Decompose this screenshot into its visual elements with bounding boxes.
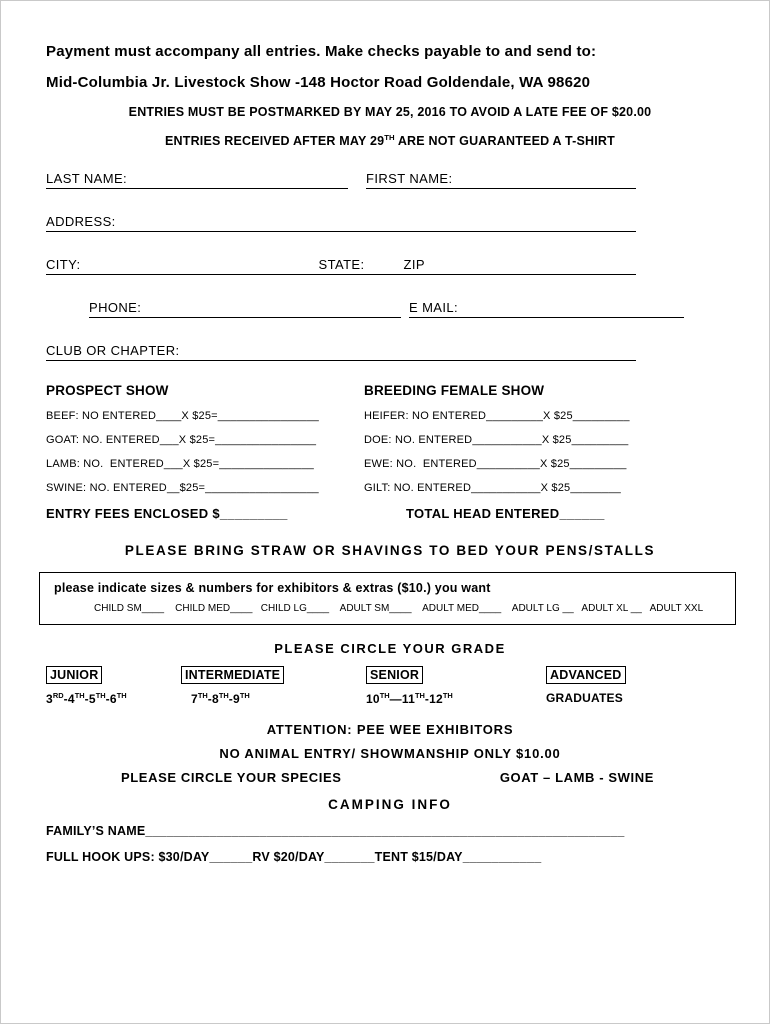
tshirt-deadline-notice: ENTRIES RECEIVED AFTER MAY 29TH ARE NOT GUARANTEED A T-SHIRT xyxy=(164,133,615,149)
grade-section-title: PLEASE CIRCLE YOUR GRADE xyxy=(274,641,506,657)
email-field xyxy=(409,300,684,318)
last-name-field xyxy=(46,171,348,189)
straw-notice: PLEASE BRING STRAW OR SHAVINGS TO BED YOUR PENS/STALLS xyxy=(124,543,656,559)
club-blank[interactable] xyxy=(180,357,636,358)
grade-grid xyxy=(46,666,646,706)
grade-col-intermediate xyxy=(181,666,366,706)
last-name-label: LAST NAME: xyxy=(46,171,128,187)
grade-col-senior xyxy=(366,666,546,706)
phone-email-row xyxy=(89,300,684,318)
breeding-gilt-row[interactable]: GILT: NO. ENTERED___________X $25________ xyxy=(364,482,621,495)
entry-fees-line[interactable]: ENTRY FEES ENCLOSED $_________ xyxy=(46,506,288,522)
zip-blank[interactable] xyxy=(425,271,636,272)
club-field xyxy=(46,343,636,361)
advanced-option[interactable]: ADVANCED xyxy=(546,666,626,684)
city-state-zip-row xyxy=(46,257,636,275)
payment-instructions: Payment must accompany all entries. Make checks payable to and send to: xyxy=(46,43,597,60)
senior-grades: 10TH—11TH-12TH xyxy=(366,691,453,707)
zip-label: ZIP xyxy=(403,257,425,273)
prospect-show-title: PROSPECT SHOW xyxy=(46,383,169,399)
email-label: E MAIL: xyxy=(409,300,459,316)
last-name-blank[interactable] xyxy=(127,185,348,186)
species-instruction: PLEASE CIRCLE YOUR SPECIES xyxy=(121,770,342,786)
breeding-doe-row[interactable]: DOE: NO. ENTERED___________X $25_________ xyxy=(364,434,629,447)
club-label: CLUB OR CHAPTER: xyxy=(46,343,180,359)
junior-option[interactable]: JUNIOR xyxy=(46,666,102,684)
intermediate-option[interactable]: INTERMEDIATE xyxy=(181,666,284,684)
first-name-label: FIRST NAME: xyxy=(366,171,453,187)
city-state-zip-field xyxy=(46,257,636,275)
address-blank[interactable] xyxy=(116,228,636,229)
shirt-sizes-box xyxy=(39,572,736,625)
shirt-sizes-title: please indicate sizes & numbers for exhibitors & extras ($10.) you want xyxy=(54,581,491,596)
show-fees-section xyxy=(46,383,686,521)
breeding-show-title: BREEDING FEMALE SHOW xyxy=(364,383,545,399)
peewee-fee-line: NO ANIMAL ENTRY/ SHOWMANSHIP ONLY $10.00 xyxy=(219,746,561,762)
breeding-show-column xyxy=(364,383,686,521)
family-name-line[interactable]: FAMILY’S NAME___________________________________________________________________ xyxy=(46,824,625,839)
species-row xyxy=(46,770,654,785)
first-name-field xyxy=(366,171,636,189)
junior-grades: 3RD-4TH-5TH-6TH xyxy=(46,691,127,707)
first-name-blank[interactable] xyxy=(453,185,636,186)
phone-field xyxy=(89,300,401,318)
phone-blank[interactable] xyxy=(141,314,401,315)
prospect-lamb-row[interactable]: LAMB: NO. ENTERED___X $25=_______________ xyxy=(46,458,314,471)
state-label: STATE: xyxy=(318,257,365,273)
email-blank[interactable] xyxy=(458,314,684,315)
phone-label: PHONE: xyxy=(89,300,142,316)
senior-option[interactable]: SENIOR xyxy=(366,666,423,684)
prospect-swine-row[interactable]: SWINE: NO. ENTERED__$25=__________________ xyxy=(46,482,319,495)
prospect-show-column xyxy=(46,383,364,521)
grade-col-junior xyxy=(46,666,181,706)
address-row xyxy=(46,214,636,232)
advanced-grades: GRADUATES xyxy=(546,691,623,706)
peewee-attention-line: ATTENTION: PEE WEE EXHIBITORS xyxy=(266,722,514,738)
address-label: ADDRESS: xyxy=(46,214,116,230)
intermediate-grades: 7TH-8TH-9TH xyxy=(191,691,250,707)
mailing-address-line: Mid-Columbia Jr. Livestock Show -148 Hoctor Road Goldendale, WA 98620 xyxy=(46,74,591,91)
shirt-sizes-options[interactable]: CHILD SM____ CHILD MED____ CHILD LG____ ADULT SM____ ADULT MED____ ADULT LG __ ADULT XL __ ADULT XXL xyxy=(94,603,704,615)
species-options[interactable]: GOAT – LAMB - SWINE xyxy=(499,770,654,786)
club-row xyxy=(46,343,636,361)
name-row xyxy=(46,171,636,189)
camping-section-title: CAMPING INFO xyxy=(328,797,452,813)
total-head-line[interactable]: TOTAL HEAD ENTERED______ xyxy=(406,506,605,522)
postmark-deadline-notice: ENTRIES MUST BE POSTMARKED BY MAY 25, 2016 TO AVOID A LATE FEE OF $20.00 xyxy=(128,105,652,119)
prospect-beef-row[interactable]: BEEF: NO ENTERED____X $25=________________ xyxy=(46,410,319,423)
prospect-goat-row[interactable]: GOAT: NO. ENTERED___X $25=________________ xyxy=(46,434,317,447)
breeding-ewe-row[interactable]: EWE: NO. ENTERED__________X $25_________ xyxy=(364,458,627,471)
address-field xyxy=(46,214,636,232)
hookups-line[interactable]: FULL HOOK UPS: $30/DAY______RV $20/DAY_______TENT $15/DAY___________ xyxy=(46,850,542,865)
city-label: CITY: xyxy=(46,257,81,273)
grade-col-advanced xyxy=(546,666,646,706)
breeding-heifer-row[interactable]: HEIFER: NO ENTERED_________X $25_________ xyxy=(364,410,630,423)
